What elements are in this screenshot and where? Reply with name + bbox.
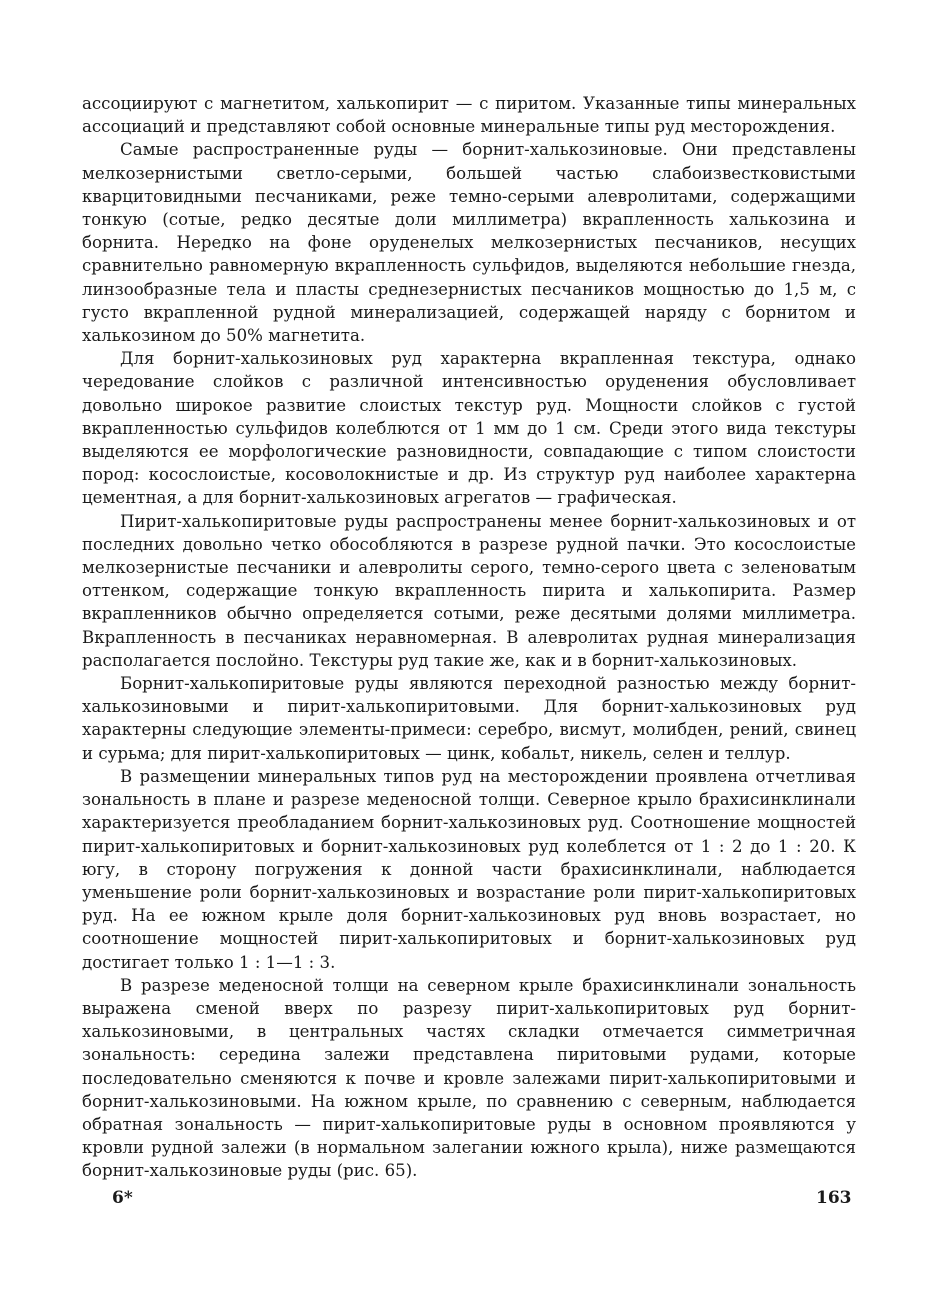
signature-mark: 6* — [112, 1188, 133, 1208]
page-body — [82, 92, 856, 1183]
paragraph-4: Пирит-халькопиритовые руды распространены менее борнит-халькозиновых и от последних довольно четко обособляются в разрезе рудной пачки. Это косослоистые мелкозернистые песчаники и алевролиты серого, темно-серого цвета с зеленоватым оттенком, содержащие тонкую вкрапленность пирита и халькопирита. Размер вкрапленников обычно определяется сотыми, реже десятыми долями миллиметра. Вкрапленность в песчаниках неравномерная. В алевролитах рудная минерализация располагается послойно. Текстуры руд такие же, как и в борнит-халькозиновых. — [82, 511, 856, 670]
paragraph-3: Для борнит-халькозиновых руд характерна вкрапленная текстура, однако чередование слойков с различной интенсивностью оруденения обусловливает довольно широкое развитие слоистых текстур руд. Мощности слойков с густой вкрапленностью сульфидов колеблются от 1 мм до 1 см. Среди этого вида текстуры выделяются ее морфологические разновидности, совпадающие с типом слоистости пород: косослоистые, косоволокнистые и др. Из структур руд наиболее характерна цементная, а для борнит-халькозиновых агрегатов — графическая. — [82, 349, 856, 508]
paragraph-1: ассоциируют с магнетитом, халькопирит — с пиритом. Указанные типы минеральных ассоциаций и представляют собой основные минеральные типы руд месторождения. — [82, 94, 856, 137]
paragraph-2: Самые распространенные руды — борнит-халькозиновые. Они представлены мелкозернистыми светло-серыми, большей частью слабоизвестковистыми кварцитовидными песчаниками, реже темно-серыми алевролитами, содержащими тонкую (сотые, редко десятые доли миллиметра) вкрапленность халькозина и борнита. Нередко на фоне оруденелых мелкозернистых песчаников, несущих сравнительно равномерную вкрапленность сульфидов, выделяются небольшие гнезда, линзообразные тела и пласты среднезернистых песчаников мощностью до 1,5 м, с густо вкрапленной рудной минерализацией, содержащей наряду с борнитом и халькозином до 50% магнетита. — [82, 140, 856, 346]
paragraph-6: В размещении минеральных типов руд на месторождении проявлена отчетливая зональность в плане и разрезе меденосной толщи. Северное крыло брахисинклинали характеризуется преобладанием борнит-халькозиновых руд. Соотношение мощностей пирит-халькопиритовых и борнит-халькозиновых руд колеблется от 1 : 2 до 1 : 20. К югу, в сторону погружения к донной части брахисинклинали, наблюдается уменьшение роли борнит-халькозиновых и возрастание роли пирит-халькопиритовых руд. На ее южном крыле доля борнит-халькозиновых руд вновь возрастает, но соотношение мощностей пирит-халькопиритовых и борнит-халькозиновых руд достигает только 1 : 1—1 : 3. — [82, 766, 856, 972]
paragraph-5: Борнит-халькопиритовые руды являются переходной разностью между борнит-халькозиновыми и пирит-халькопиритовыми. Для борнит-халькозиновых руд характерны следующие элементы-примеси: серебро, висмут, молибден, рений, свинец и сурьма; для пирит-халькопиритовых — цинк, кобальт, никель, селен и теллур. — [82, 674, 856, 763]
paragraph-7: В разрезе меденосной толщи на северном крыле брахисинклинали зональность выражена сменой вверх по разрезу пирит-халькопиритовых руд борнит-халькозиновыми, в центральных частях складки отмечается симметричная зональность: середина залежи представлена пиритовыми рудами, которые последовательно сменяются к почве и кровле залежами пирит-халькопиритовыми и борнит-халькозиновыми. На южном крыле, по сравнению с северным, наблюдается обратная зональность — пирит-халькопиритовые руды в основном проявляются у кровли рудной залежи (в нормальном залегании южного крыла), ниже размещаются борнит-халькозиновые руды (рис. 65). — [82, 975, 856, 1181]
page-number: 163 — [816, 1188, 852, 1208]
